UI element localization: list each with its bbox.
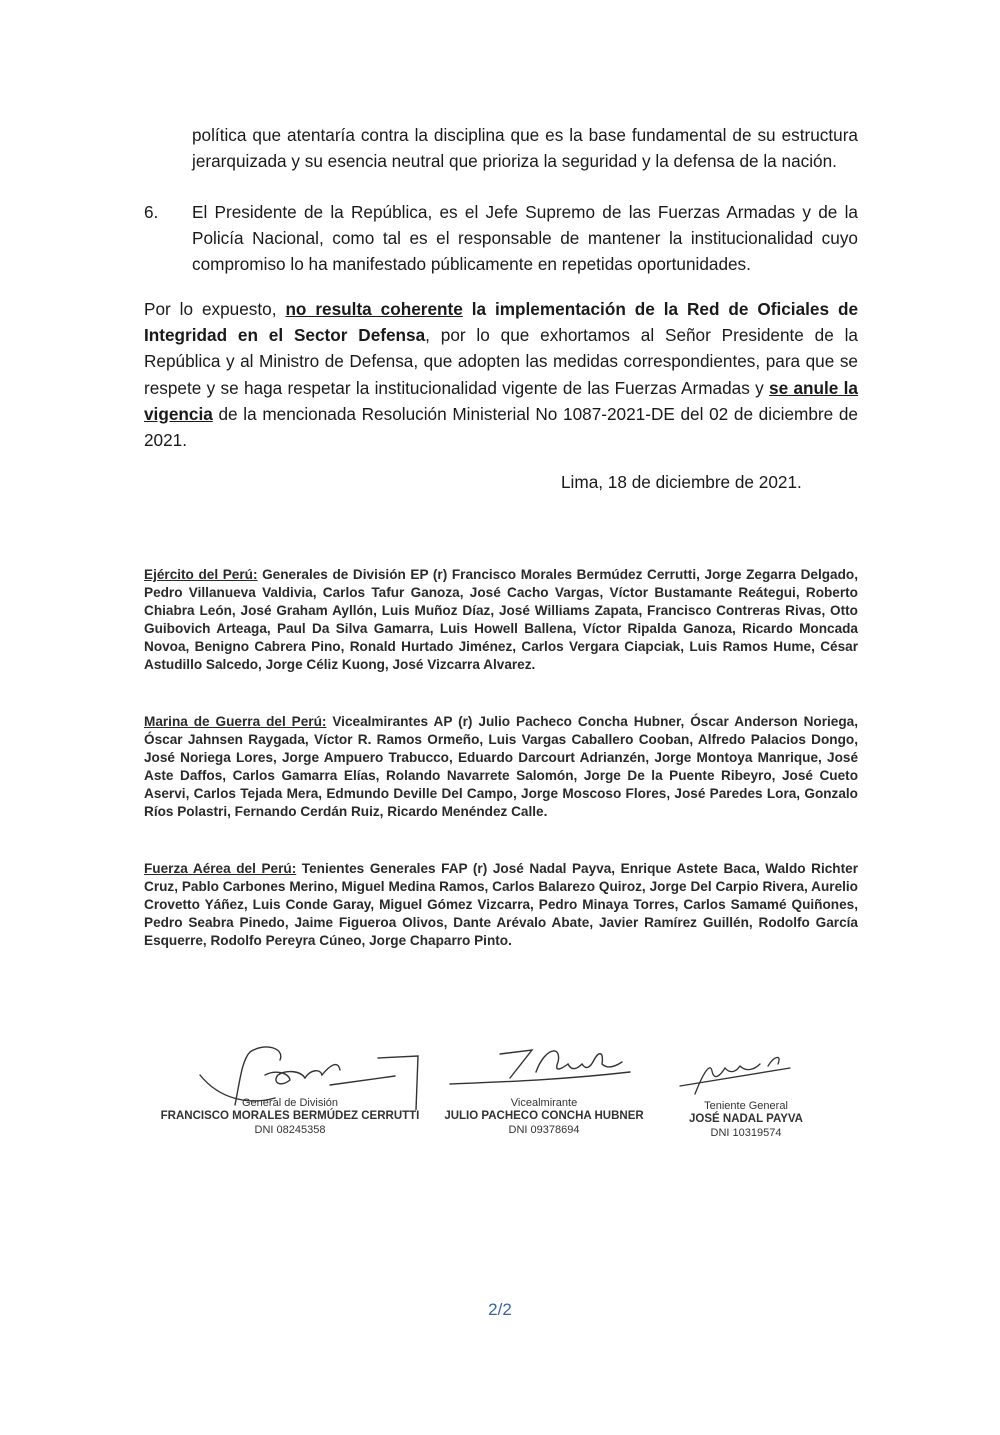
- closing-text-1: Por lo expuesto,: [144, 299, 286, 319]
- closing-underline-2: se anule la vigencia: [144, 377, 858, 424]
- signature-name: JOSÉ NADAL PAYVA: [689, 1113, 803, 1125]
- page-number: 2/2: [488, 1300, 512, 1319]
- signature-title: General de División: [242, 1097, 338, 1109]
- signature-block-pacheco: [424, 1097, 664, 1137]
- signature-dni: DNI 08245358: [254, 1124, 326, 1136]
- signature-name: FRANCISCO MORALES BERMÚDEZ CERRUTTI: [160, 1110, 420, 1122]
- marina-names: Vicealmirantes AP (r) Julio Pacheco Concha Hubner, Óscar Anderson Noriega, Óscar Jahnsen Raygada, Víctor R. Ramos Ormeño, Luis Vargas Caballero Cooban, Alfredo Palacios Dongo, José Noriega Lores, Jorge Ampuero Trabucco, Eduardo Darcourt Adrianzén, Jorge Montoya Manrique, José Aste Daffos, Carlos Gamarra Elías, Rolando Navarrete Salomón, Jorge De la Puente Ribeyro, José Cueto Aservi, Carlos Tejada Mera, Edmundo Deville Del Campo, Jorge Moscoso Flores, José Paredes Lora, Gonzalo Ríos Polastri, Fernando Cerdán Ruiz, Ricardo Menéndez Calle.: [144, 714, 858, 819]
- signature-nadal-drawing: [670, 1046, 810, 1101]
- ejercito-names: Generales de División EP (r) Francisco Morales Bermúdez Cerrutti, Jorge Zegarra Delgado, Pedro Villanueva Valdivia, Carlos Tafur Ganoza, José Cacho Vargas, Víctor Bustamante Reátegui, Roberto Chiabra León, José Graham Ayllón, Luis Muñoz Díaz, José Williams Zapata, Francisco Contreras Rivas, Otto Guibovich Arteaga, Paul Da Silva Gamarra, Luis Howell Ballena, Víctor Ripalda Ganoza, Ricardo Moncada Novoa, Benigno Cabrera Pino, Ronald Hurtado Jiménez, Carlos Vergara Ciapciak, Luis Ramos Hume, César Astudillo Salcedo, Jorge Céliz Kuong, José Vizcarra Alvarez.: [144, 567, 858, 672]
- signature-dni: DNI 10319574: [710, 1127, 782, 1139]
- ejercito-label: Ejército del Perú:: [144, 567, 258, 582]
- signature-name: JULIO PACHECO CONCHA HUBNER: [444, 1110, 644, 1122]
- signatories-ejercito: [144, 566, 858, 674]
- signatories-fuerza-aerea: [144, 860, 858, 950]
- signature-title: Vicealmirante: [510, 1097, 578, 1109]
- signature-block-nadal: [666, 1100, 826, 1140]
- marina-label: Marina de Guerra del Perú:: [144, 714, 327, 729]
- closing-text-3: de la mencionada Resolución Ministerial No 1087-2021-DE del 02 de diciembre de 2021.: [144, 403, 858, 451]
- closing-text-2: , por lo que exhortamos al Señor Presidente de la República y al Ministro de Defensa, que adopten las medidas correspondientes, para que se respete y se haga respetar la institucionalidad vigente de las Fuerzas Armadas y: [144, 325, 858, 398]
- fuerza-aerea-label: Fuerza Aérea del Perú:: [144, 861, 297, 876]
- item-6-text: El Presidente de la República, es el Jefe Supremo de las Fuerzas Armadas y de la Policía Nacional, como tal es el responsable de mantener la institucionalidad cuyo compromiso lo ha manifestado públicamente en repetidas oportunidades.: [192, 202, 858, 274]
- item-5-continuation: política que atentaría contra la disciplina que es la base fundamental de su estructura jerarquizada y su esencia neutral que prioriza la seguridad y la defensa de la nación.: [192, 125, 858, 171]
- fuerza-aerea-names: Tenientes Generales FAP (r) José Nadal Payva, Enrique Astete Baca, Waldo Richter Cruz, Pablo Carbones Merino, Miguel Medina Ramos, Carlos Balarezo Quiroz, Jorge Del Carpio Rivera, Aurelio Crovetto Yáñez, Luis Conde Garay, Miguel Gómez Vizcarra, Pedro Minaya Torres, Carlos Samamé Quiñones, Pedro Seabra Pinedo, Jaime Figueroa Olivos, Dante Arévalo Abate, Javier Ramírez Guillén, Rodolfo García Esquerre, Rodolfo Pereyra Cúneo, Jorge Chaparro Pinto.: [144, 861, 858, 948]
- closing-bold-text-1: la implementación de la Red de Oficiales de Integridad en el Sector Defensa: [144, 299, 859, 346]
- item-6-number: 6.: [144, 202, 159, 222]
- signature-pacheco-drawing: [440, 1042, 650, 1092]
- signature-title: Teniente General: [704, 1100, 788, 1112]
- signatories-marina: [144, 713, 858, 821]
- date-line: Lima, 18 de diciembre de 2021.: [561, 472, 802, 492]
- closing-underline-1: no resulta coherente: [285, 299, 463, 319]
- closing-paragraph: [144, 296, 858, 453]
- signature-dni: DNI 09378694: [508, 1124, 580, 1136]
- signature-block-morales: [140, 1097, 440, 1137]
